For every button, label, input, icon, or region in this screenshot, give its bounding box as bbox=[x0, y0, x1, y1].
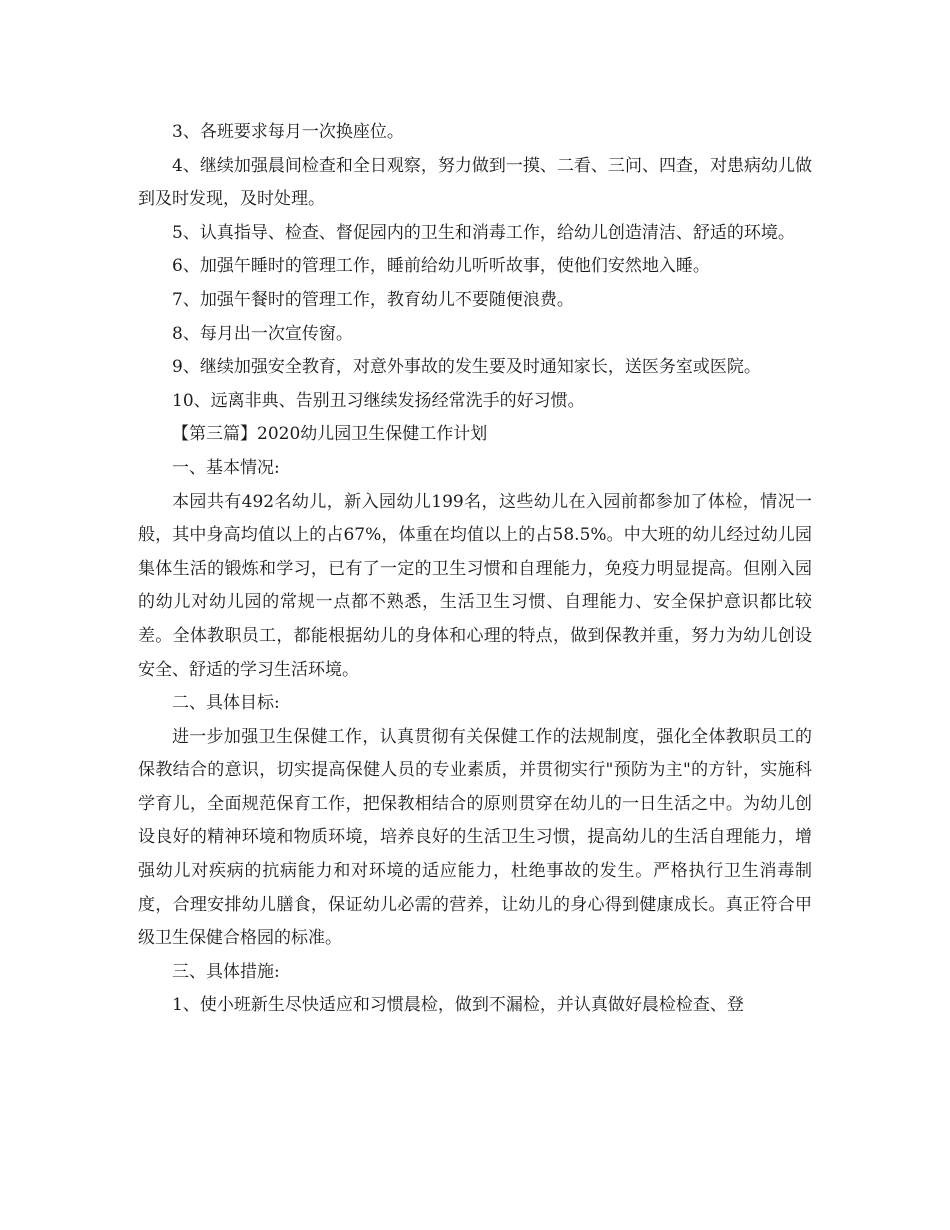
paragraph-specific-goals: 进一步加强卫生保健工作，认真贯彻有关保健工作的法规制度，强化全体教职员工的保教结合的意识，切实提高保健人员的专业素质，并贯彻实行"预防为主"的方针，实施科学育儿，全面规范保育工作，把保教相结合的原则贯穿在幼儿的一日生活之中。为幼儿创设良好的精神环境和物质环境，培养良好的生活卫生习惯，提高幼儿的生活自理能力，增强幼儿对疾病的抗病能力和对环境的适应能力，杜绝事故的发生。严格执行卫生消毒制度，合理安排幼儿膳食，保证幼儿必需的营养，让幼儿的身心得到健康成长。真正符合甲级卫生保健合格园的标准。 bbox=[138, 726, 812, 949]
list-item-7: 7、加强午餐时的管理工作，教育幼儿不要随便浪费。 bbox=[172, 289, 574, 310]
paragraph-basic-situation: 本园共有492名幼儿，新入园幼儿199名，这些幼儿在入园前都参加了体检，情况一般，其中身高均值以上的占67%，体重在均值以上的占58.5%。中大班的幼儿经过幼儿园集体生活的锻炼和学习，已有了一定的卫生习惯和自理能力，免疫力明显提高。但刚入园的幼儿对幼儿园的常规一点都不熟悉，生活卫生习惯、自理能力、安全保护意识都比较差。全体教职员工，都能根据幼儿的身体和心理的特点，做到保教并重，努力为幼儿创设安全、舒适的学习生活环境。 bbox=[138, 491, 812, 680]
list-item-measure-1: 1、使小班新生尽快适应和习惯晨检，做到不漏检，并认真做好晨检检查、登 bbox=[172, 995, 744, 1016]
heading-specific-goals: 二、具体目标: bbox=[172, 693, 280, 714]
list-item-9: 9、继续加强安全教育，对意外事故的发生要及时通知家长，送医务室或医院。 bbox=[172, 357, 761, 378]
list-item-5: 5、认真指导、检查、督促园内的卫生和消毒工作，给幼儿创造清洁、舒适的环境。 bbox=[172, 222, 795, 243]
heading-basic-situation: 一、基本情况: bbox=[172, 457, 280, 478]
list-item-4: 4、继续加强晨间检查和全日观察，努力做到一摸、二看、三问、四查，对患病幼儿做到及时发现，及时处理。 bbox=[138, 155, 812, 210]
heading-specific-measures: 三、具体措施: bbox=[172, 961, 280, 982]
list-item-8: 8、每月出一次宣传窗。 bbox=[172, 323, 353, 344]
list-item-6: 6、加强午睡时的管理工作，睡前给幼儿听听故事，使他们安然地入睡。 bbox=[172, 256, 710, 277]
list-item-3: 3、各班要求每月一次换座位。 bbox=[172, 122, 404, 142]
document-page bbox=[138, 116, 812, 1023]
list-item-10: 10、远离非典、告别丑习继续发扬经常洗手的好习惯。 bbox=[172, 390, 585, 411]
section-title: 【第三篇】2020幼儿园卫生保健工作计划 bbox=[172, 424, 488, 445]
